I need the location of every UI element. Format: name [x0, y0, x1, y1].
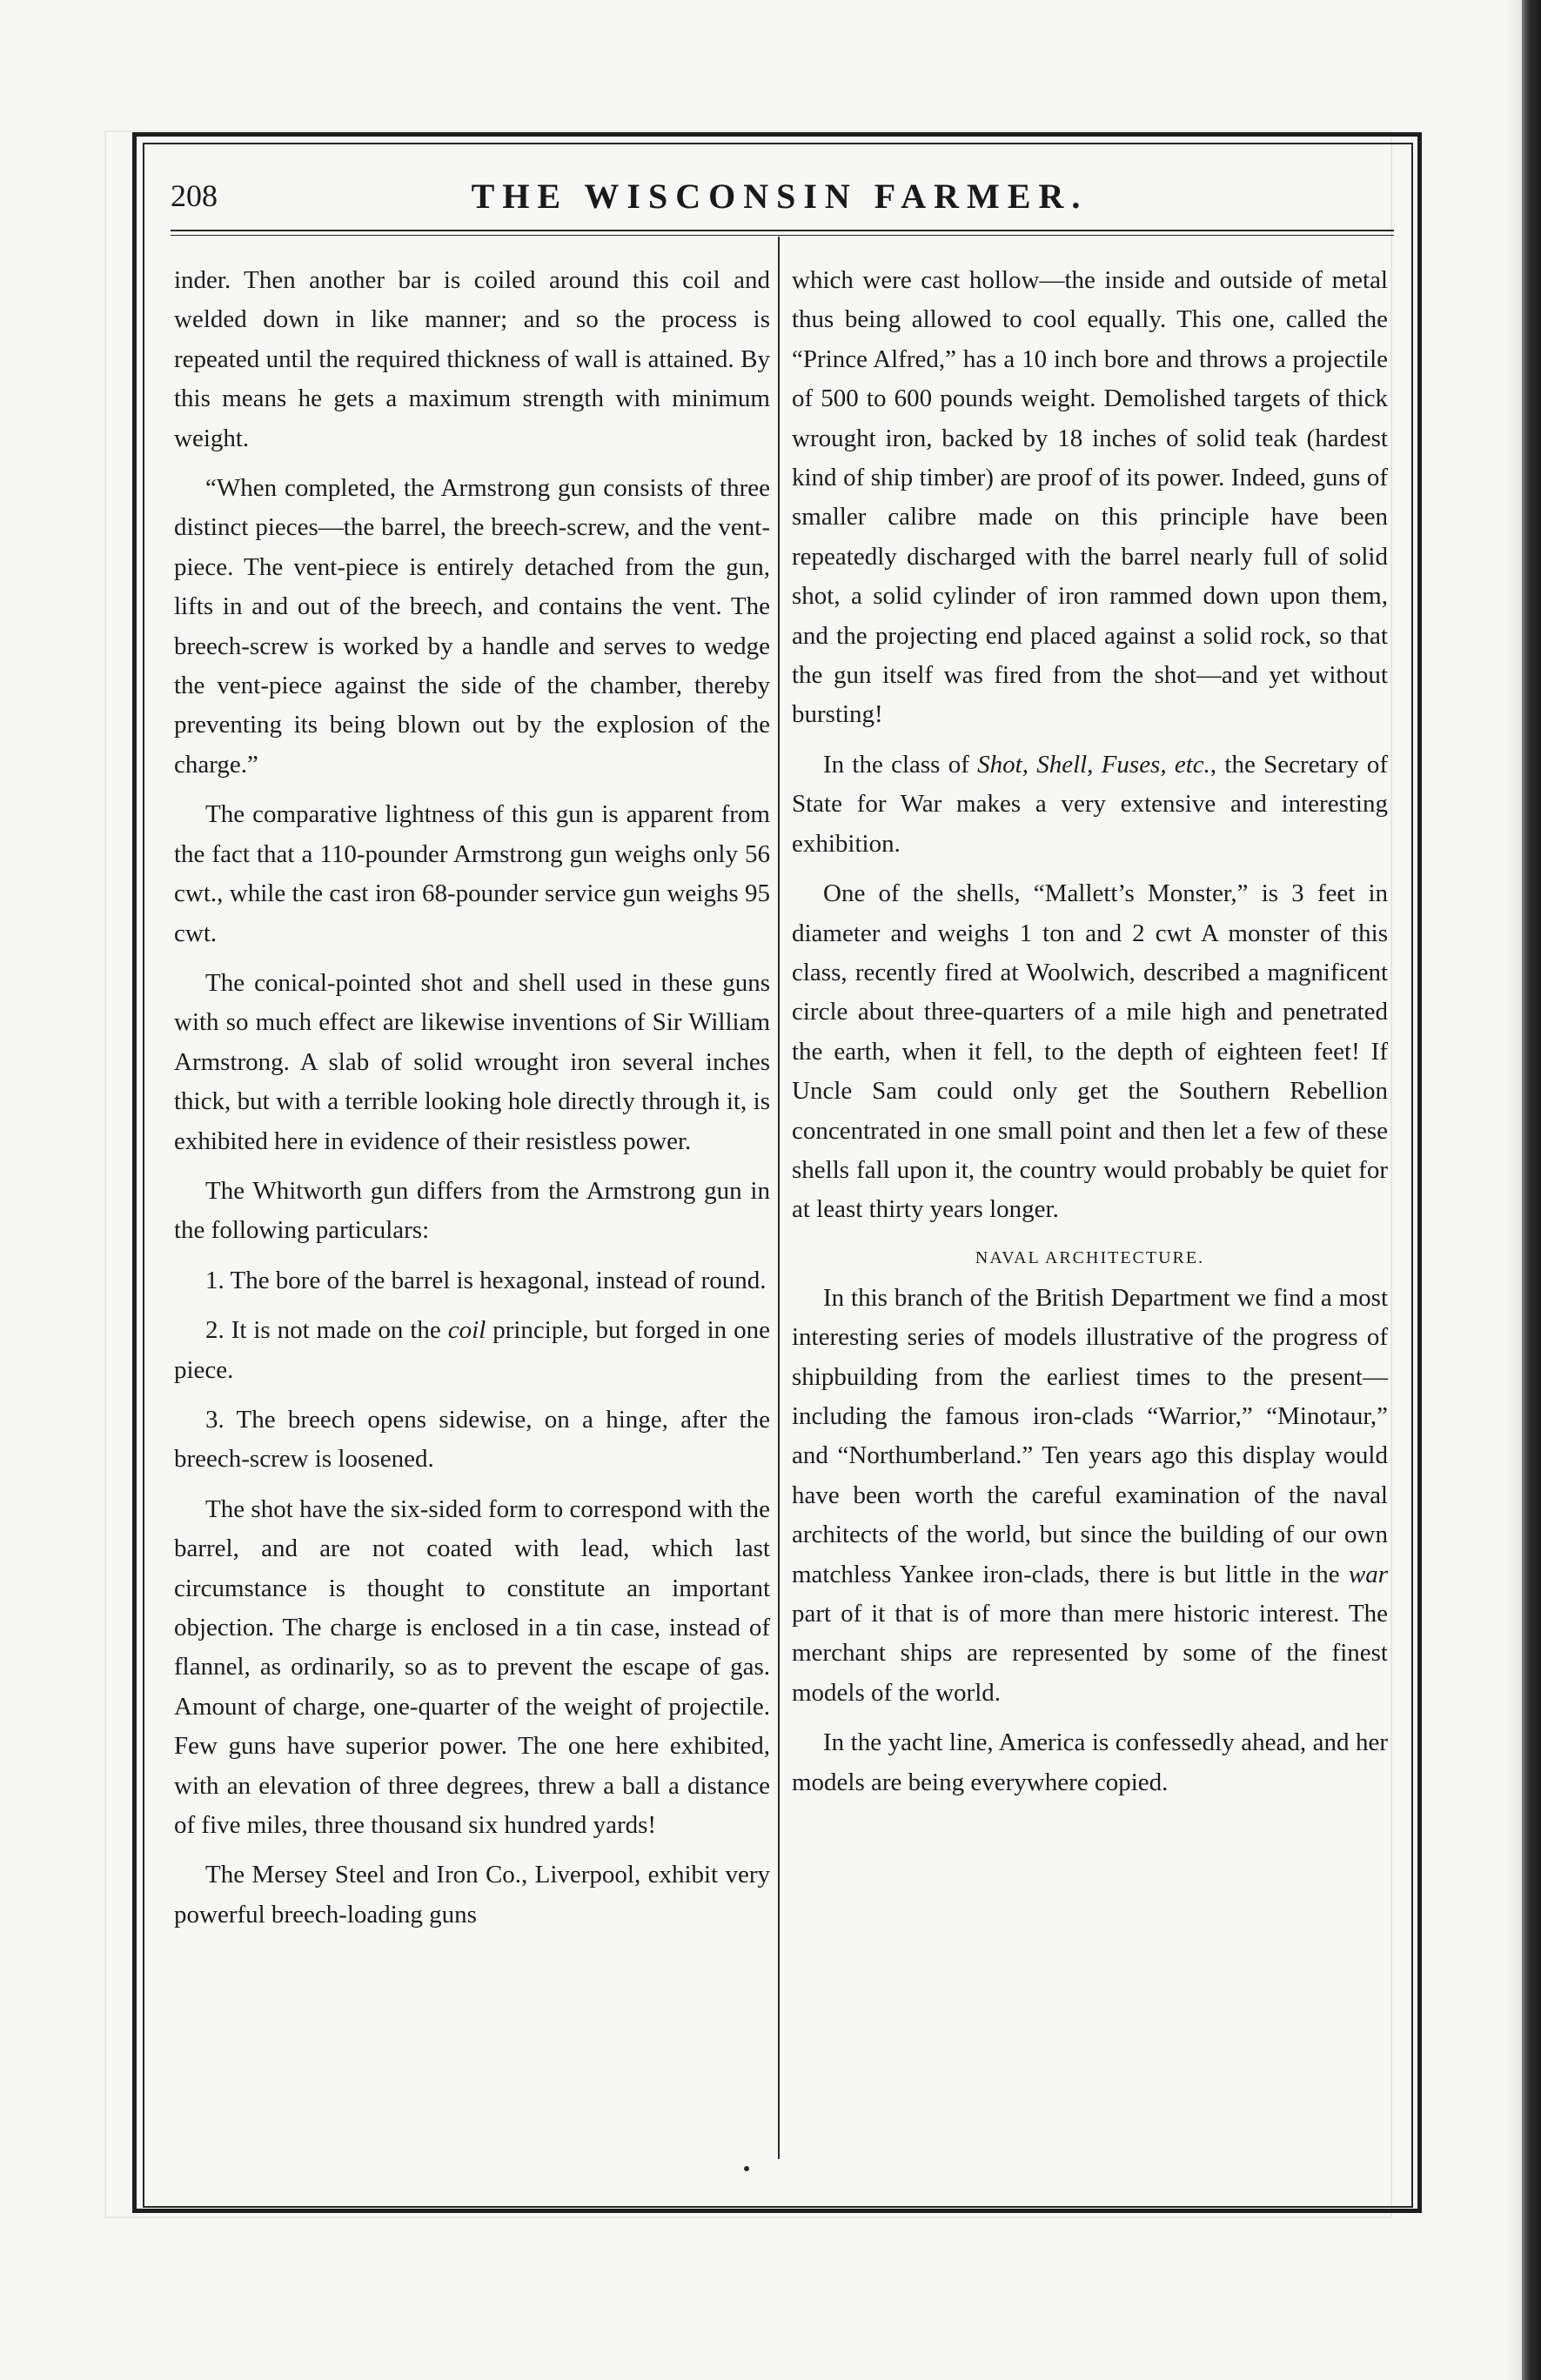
emphasis: coil	[447, 1316, 486, 1345]
emphasis: war	[1348, 1560, 1388, 1588]
paragraph	[792, 1279, 1388, 1713]
paragraph: “When completed, the Armstrong gun consists of three distinct pieces—the barrel, the breech-screw, and the vent-piece. The vent-piece is entirely detached from the gun, lifts in and out of the breech, and contains the vent. The breech-screw is worked by a handle and serves to wedge the vent-piece against the side of the chamber, thereby preventing its being blown out by the explosion of the charge.”	[174, 474, 770, 779]
paragraph: which were cast hollow—the inside and outside of metal thus being allowed to cool equally. This one, called the “Prince Alfred,” has a 10 inch bore and throws a projectile of 500 to 600 pounds weight. Demolished targets of thick wrought iron, backed by 18 inches of solid teak (hardest kind of ship timber) are proof of its power. Indeed, guns of smaller calibre made on this principle have been repeatedly discharged with the barrel nearly full of solid shot, a solid cylinder of iron rammed down upon them, and the projecting end placed against a solid rock, so that the gun itself was fired from the shot—and yet without bursting!	[792, 266, 1388, 729]
list-item	[174, 1311, 770, 1390]
text-run: , the Secretary of State for War makes a very extensive and interesting exhibition.	[792, 750, 1388, 858]
page-edge-shadow	[1506, 0, 1522, 2380]
paragraph: The shot have the six-sided form to correspond with the barrel, and are not coated with lead, which last circumstance is thought to constitute an important objection. The charge is enclosed in a tin case, instead of flannel, as ordinarily, so as to prevent the escape of gas. Amount of charge, one-quarter of the weight of projectile. Few guns have superior power. The one here exhibited, with an elevation of three degrees, threw a ball a distance of five miles, three thousand six hundred yards!	[174, 1494, 770, 1840]
text-run: In this branch of the British Department we find a most interesting series of models illustrative of the progress of shipbuilding from the earliest times to the present—including the famous iron-clads “Warrior,” “Minotaur,” and “Northumberland.” Ten years ago this display would have been worth the careful examination of the naval architects of the world, but since the building of our own matchless Yankee iron-clads, there is but little in the	[792, 1283, 1388, 1588]
paragraph: The conical-pointed shot and shell used in these guns with so much effect are likewise inventions of Sir William Armstrong. A slab of solid wrought iron several inches thick, but with a terrible looking hole directly through it, is exhibited here in evidence of their resistless power.	[174, 968, 770, 1155]
list-item: 3. The breech opens sidewise, on a hinge, after the breech-screw is loosened.	[174, 1405, 770, 1474]
running-head: THE WISCONSIN FARMER.	[471, 177, 1089, 216]
header-rule-thin	[171, 235, 1394, 236]
paragraph: The Mersey Steel and Iron Co., Liverpool, exhibit very powerful breech-loading guns	[174, 1861, 770, 1929]
paragraph: The comparative lightness of this gun is apparent from the fact that a 110-pounder Armstrong gun weighs only 56 cwt., while the cast iron 68-pounder service gun weighs 95 cwt.	[174, 800, 770, 947]
text-run: In the class of	[823, 750, 978, 779]
paragraph: The Whitworth gun differs from the Armstrong gun in the following particulars:	[174, 1176, 770, 1245]
printer-mark	[744, 2166, 749, 2171]
paragraph	[792, 745, 1388, 864]
text-run: part of it that is of more than mere historic interest. The merchant ships are represented by some of the finest models of the world.	[792, 1600, 1388, 1707]
text-run: principle, but forged in one piece.	[174, 1316, 770, 1384]
page-header	[171, 172, 1389, 224]
column-divider	[778, 237, 780, 2159]
emphasis: Shot, Shell, Fuses, etc.	[977, 750, 1210, 779]
paragraph: One of the shells, “Mallett’s Monster,” is 3 feet in diameter and weighs 1 ton and 2 cwt A monster of this class, recently fired at Woolwich, described a magnificent circle about three-quarters of a mile high and penetrated the earth, when it fell, to the depth of eighteen feet! If Uncle Sam could only get the Southern Rebellion concentrated in one small point and then let a few of these shells fall upon it, the country would probably be quiet for at least thirty years longer.	[792, 879, 1388, 1224]
book-spine	[1522, 0, 1541, 2380]
section-heading: NAVAL ARCHITECTURE.	[975, 1247, 1205, 1267]
text-run: 2. It is not made on the	[205, 1316, 448, 1345]
left-column	[174, 261, 770, 1945]
list-item: 1. The bore of the barrel is hexagonal, instead of round.	[205, 1266, 767, 1294]
right-column	[792, 261, 1388, 1813]
header-rule	[171, 230, 1394, 231]
paragraph: In the yacht line, America is confessedly ahead, and her models are being everywhere copied.	[792, 1728, 1388, 1796]
paragraph: inder. Then another bar is coiled around this coil and welded down in like manner; and so the process is repeated until the required thickness of wall is attained. By this means he gets a maximum strength with minimum weight.	[174, 266, 770, 452]
page-number: 208	[171, 178, 218, 213]
